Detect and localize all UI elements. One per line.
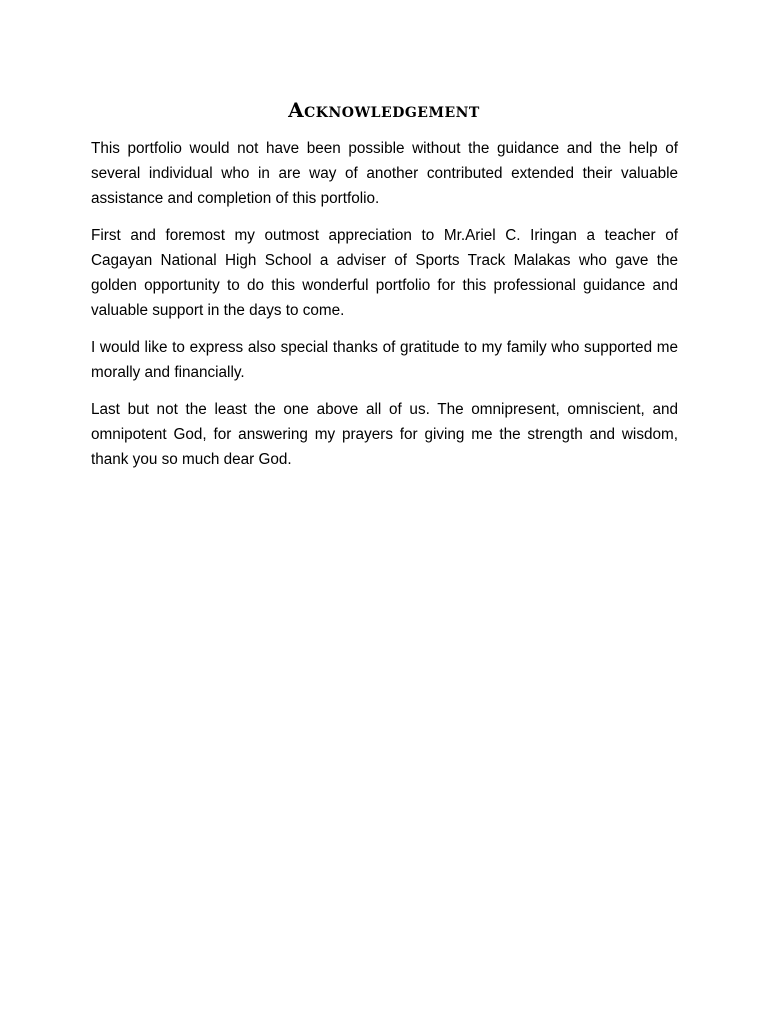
page-title: Acknowledgement	[288, 98, 480, 122]
paragraph-god-thanks: Last but not the least the one above all of us. The omnipresent, omniscient, and omnipotent God, for answering my prayers for giving me the strength and wisdom, thank you so much dear God.	[91, 401, 678, 468]
document-body	[91, 136, 678, 484]
paragraph-family-thanks: I would like to express also special thanks of gratitude to my family who supported me morally and financially.	[91, 339, 678, 381]
paragraph-teacher-thanks: First and foremost my outmost appreciation to Mr.Ariel C. Iringan a teacher of Cagayan National High School a adviser of Sports Track Malakas who gave the golden opportunity to do this wonderful portfolio for this professional guidance and valuable support in the days to come.	[91, 227, 678, 319]
paragraph-intro: This portfolio would not have been possible without the guidance and the help of several individual who in are way of another contributed extended their valuable assistance and completion of this portfolio.	[91, 140, 678, 207]
